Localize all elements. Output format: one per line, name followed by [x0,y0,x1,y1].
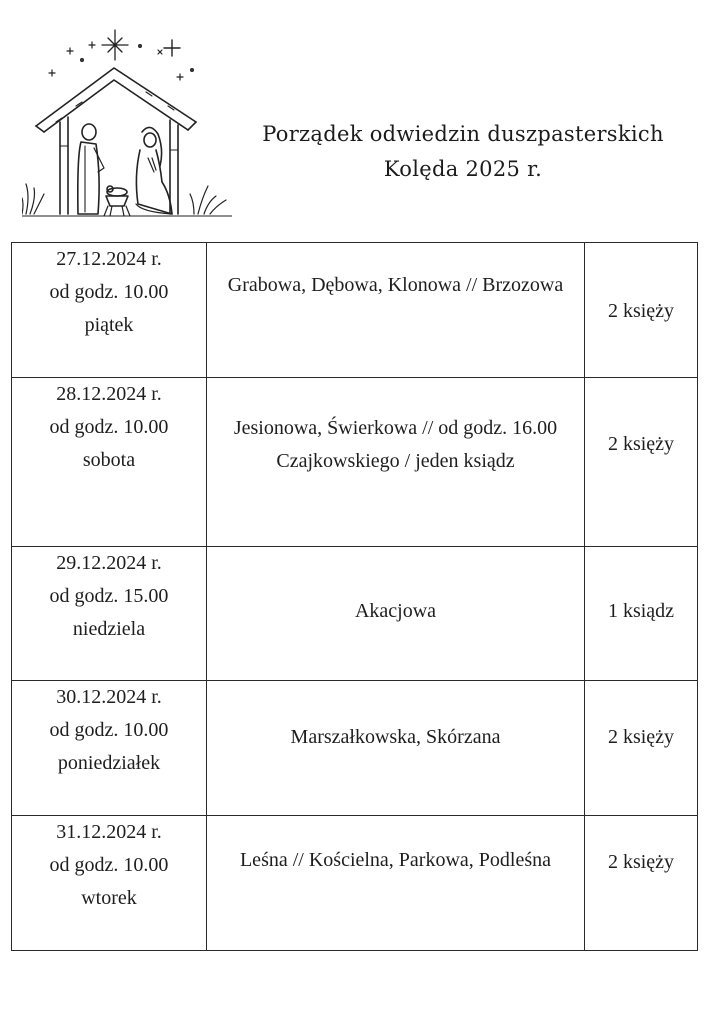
streets-cell: Akacjowa [207,547,585,681]
date-cell [12,547,207,681]
visit-date: 30.12.2024 r. [56,686,162,708]
streets-cell: Leśna // Kościelna, Parkowa, Podleśna [207,816,585,951]
page-subtitle: Kolęda 2025 r. [383,157,543,181]
priests-cell: 2 księży [585,378,698,547]
visit-time: od godz. 10.00 [49,854,169,876]
visit-day: sobota [82,449,136,471]
date-cell [12,816,207,951]
streets-cell: Jesionowa, Świerkowa // od godz. 16.00 Czajkowskiego / jeden ksiądz [207,378,585,547]
visit-date: 28.12.2024 r. [56,383,162,405]
visit-day: wtorek [81,887,137,909]
visit-date: 27.12.2024 r. [56,248,162,270]
visit-time: od godz. 10.00 [49,719,169,741]
visit-time: od godz. 10.00 [49,416,169,438]
visit-time: od godz. 10.00 [49,281,169,303]
priests-cell: 2 księży [585,816,698,951]
table-row [12,547,698,681]
visit-time: od godz. 15.00 [49,585,169,607]
streets-cell: Marszałkowska, Skórzana [207,681,585,816]
page-title: Porządek odwiedzin duszpasterskich [262,122,664,146]
table-row [12,378,698,547]
date-cell [12,378,207,547]
date-cell [12,681,207,816]
priests-cell: 2 księży [585,243,698,378]
date-cell [12,243,207,378]
visit-date: 29.12.2024 r. [56,552,162,574]
visit-day: niedziela [72,618,146,640]
nativity-scene-icon [22,26,232,218]
table-row [12,681,698,816]
visit-day: piątek [84,314,134,336]
priests-cell: 2 księży [585,681,698,816]
priests-cell: 1 ksiądz [585,547,698,681]
schedule-table [11,242,698,951]
visit-date: 31.12.2024 r. [56,821,162,843]
streets-cell: Grabowa, Dębowa, Klonowa // Brzozowa [207,243,585,378]
table-row [12,816,698,951]
table-row [12,243,698,378]
visit-day: poniedziałek [57,752,161,774]
